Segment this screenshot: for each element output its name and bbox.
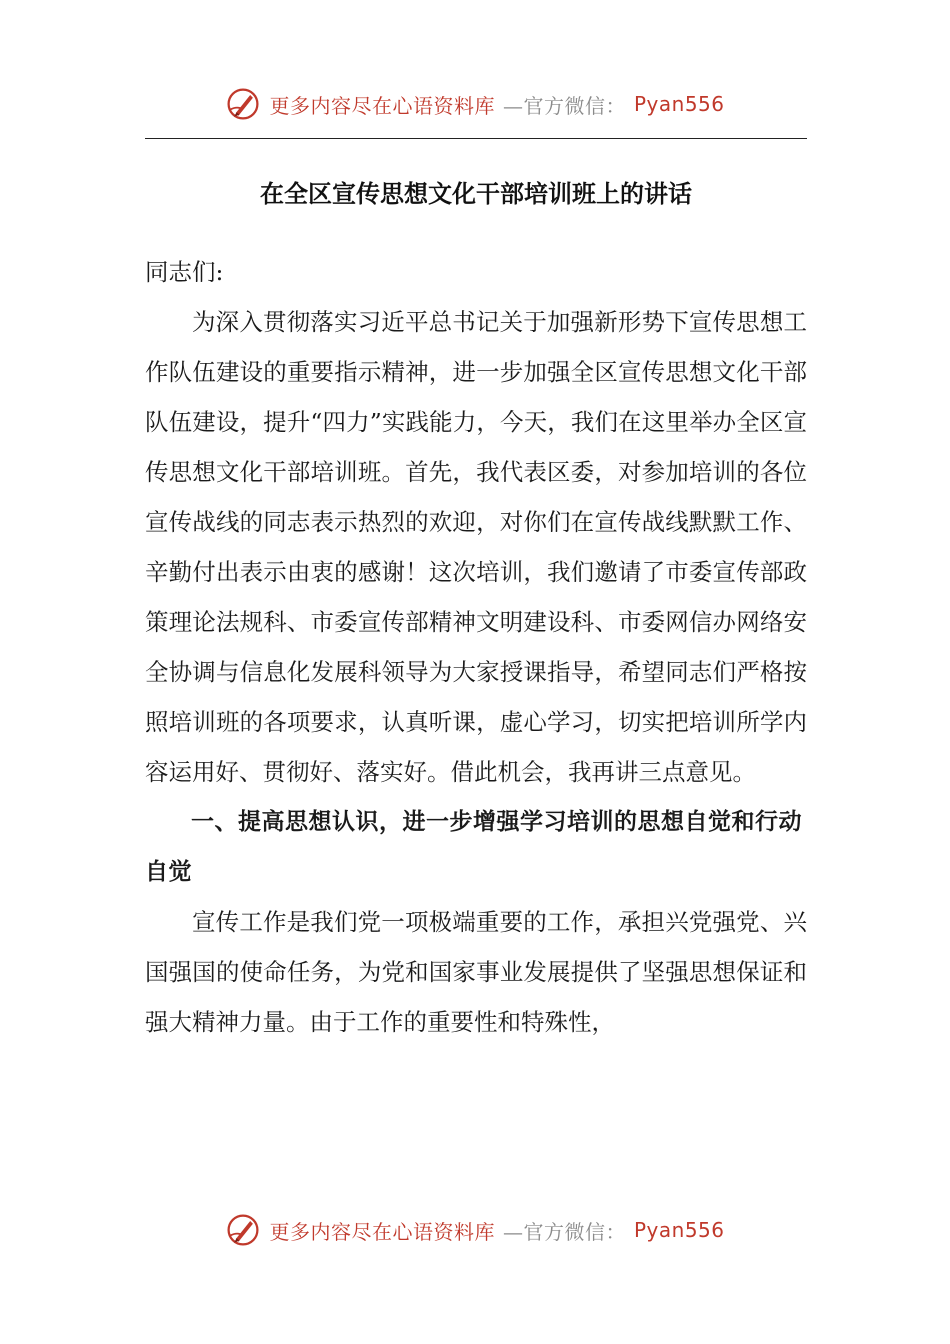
pen-logo-icon [225, 1212, 261, 1248]
banner-wechat-label: —官方微信： [502, 93, 626, 118]
footer-banner [0, 1208, 950, 1252]
banner-wechat-label: —官方微信： [502, 1219, 626, 1244]
banner-wechat-id: Pyan556 [633, 92, 725, 116]
salutation: 同志们: [145, 258, 224, 286]
paragraph-intro: 为深入贯彻落实习近平总书记关于加强新形势下宣传思想工作队伍建设的重要指示精神，进一步加强全区宣传思想文化干部队伍建设，提升“四力”实践能力，今天，我们在这里举办全区宣传思想文化干部培训班。首先，我代表区委，对参加培训的各位宣传战线的同志表示热烈的欢迎，对你们在宣传战线默默工作、辛勤付出表示由衷的感谢！这次培训，我们邀请了市委宣传部政策理论法规科、市委宣传部精神文明建设科、市委网信办网络安全协调与信息化发展科领导为大家授课指导，希望同志们严格按照培训班的各项要求，认真听课，虚心学习，切实把培训所学内容运用好、贯彻好、落实好。借此机会，我再讲三点意见。 [145, 308, 807, 786]
banner-library-text: 更多内容尽在心语资料库 [269, 93, 495, 118]
paragraph-section-1: 宣传工作是我们党一项极端重要的工作，承担兴党强党、兴国强国的使命任务，为党和国家事业发展提供了坚强思想保证和强大精神力量。由于工作的重要性和特殊性， [145, 908, 807, 1036]
header-rule [145, 138, 807, 139]
pen-logo-icon [225, 86, 261, 122]
document-title: 在全区宣传思想文化干部培训班上的讲话 [260, 180, 692, 208]
header-banner [0, 82, 950, 126]
section-heading-1: 一、提高思想认识，进一步增强学习培训的思想自觉和行动自觉 [145, 809, 802, 885]
banner-library-text: 更多内容尽在心语资料库 [269, 1219, 495, 1244]
document-body [145, 247, 807, 1047]
banner-wechat-id: Pyan556 [633, 1218, 725, 1242]
